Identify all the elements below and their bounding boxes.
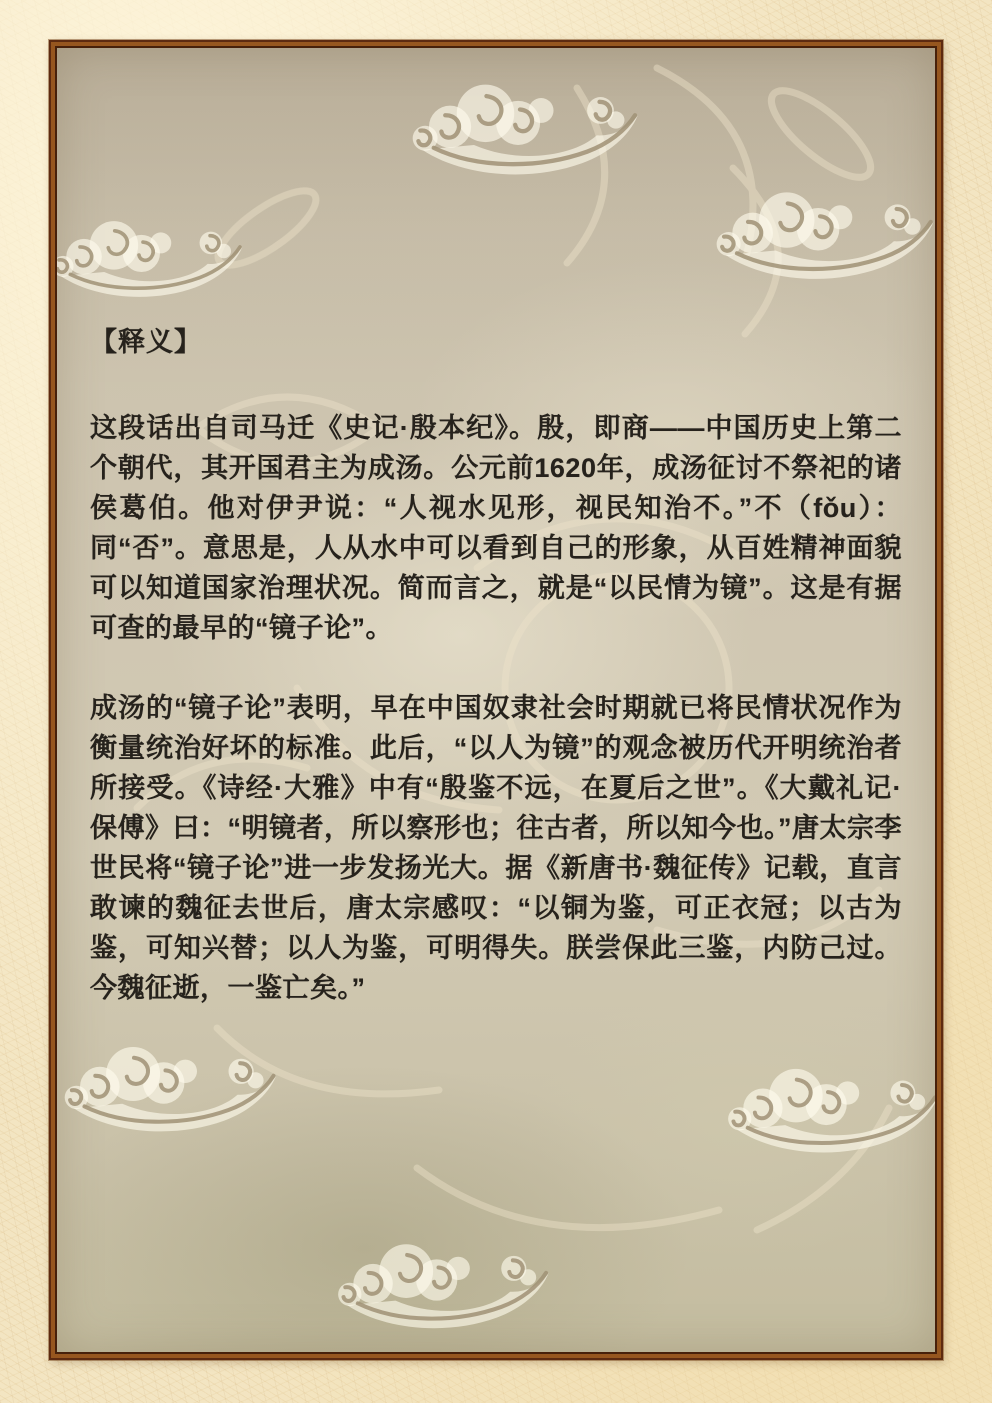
frame-border-mid xyxy=(51,42,941,1358)
text-content xyxy=(90,322,902,1008)
paragraph: 成汤的“镜子论”表明，早在中国奴隶社会时期就已将民情状况作为衡量统治好坏的标准。此后，“以人为镜”的观念被历代开明统治者所接受。《诗经·大雅》中有“殷鉴不远，在夏后之世”。《大戴礼记·保傅》曰：“明镜者，所以察形也；往古者，所以知今也。”唐太宗李世民将“镜子论”进一步发扬光大。据《新唐书·魏征传》记载，直言敢谏的魏征去世后，唐太宗感叹：“以铜为鉴，可正衣冠；以古为鉴，可知兴替；以人为鉴，可明得失。朕尝保此三鉴，内防己过。今魏征逝，一鉴亡矣。” xyxy=(90,693,902,1003)
section-heading: 【释义】 xyxy=(90,327,202,357)
parchment-panel xyxy=(57,48,935,1352)
cloud-motif-icon xyxy=(395,75,645,190)
frame-border-inner xyxy=(55,46,937,1354)
decorative-frame xyxy=(49,40,943,1360)
cloud-motif-icon xyxy=(57,1038,283,1146)
cloud-motif-icon xyxy=(57,213,248,310)
paragraph: 这段话出自司马迁《史记·殷本纪》。殷，即商——中国历史上第二个朝代，其开国君主为成汤。公元前1620年，成汤征讨不祭祀的诸侯葛伯。他对伊尹说：“人视水见形，视民知治不。”不（fǒu）：同“否”。意思是，人从水中可以看到自己的形象，从百姓精神面貌可以知道国家治理状况。简而言之，就是“以民情为镜”。这是有据可查的最早的“镜子论”。 xyxy=(90,413,902,643)
cloud-motif-icon xyxy=(712,1060,935,1167)
cloud-motif-icon xyxy=(700,183,935,294)
cloud-motif-icon xyxy=(322,1235,555,1343)
